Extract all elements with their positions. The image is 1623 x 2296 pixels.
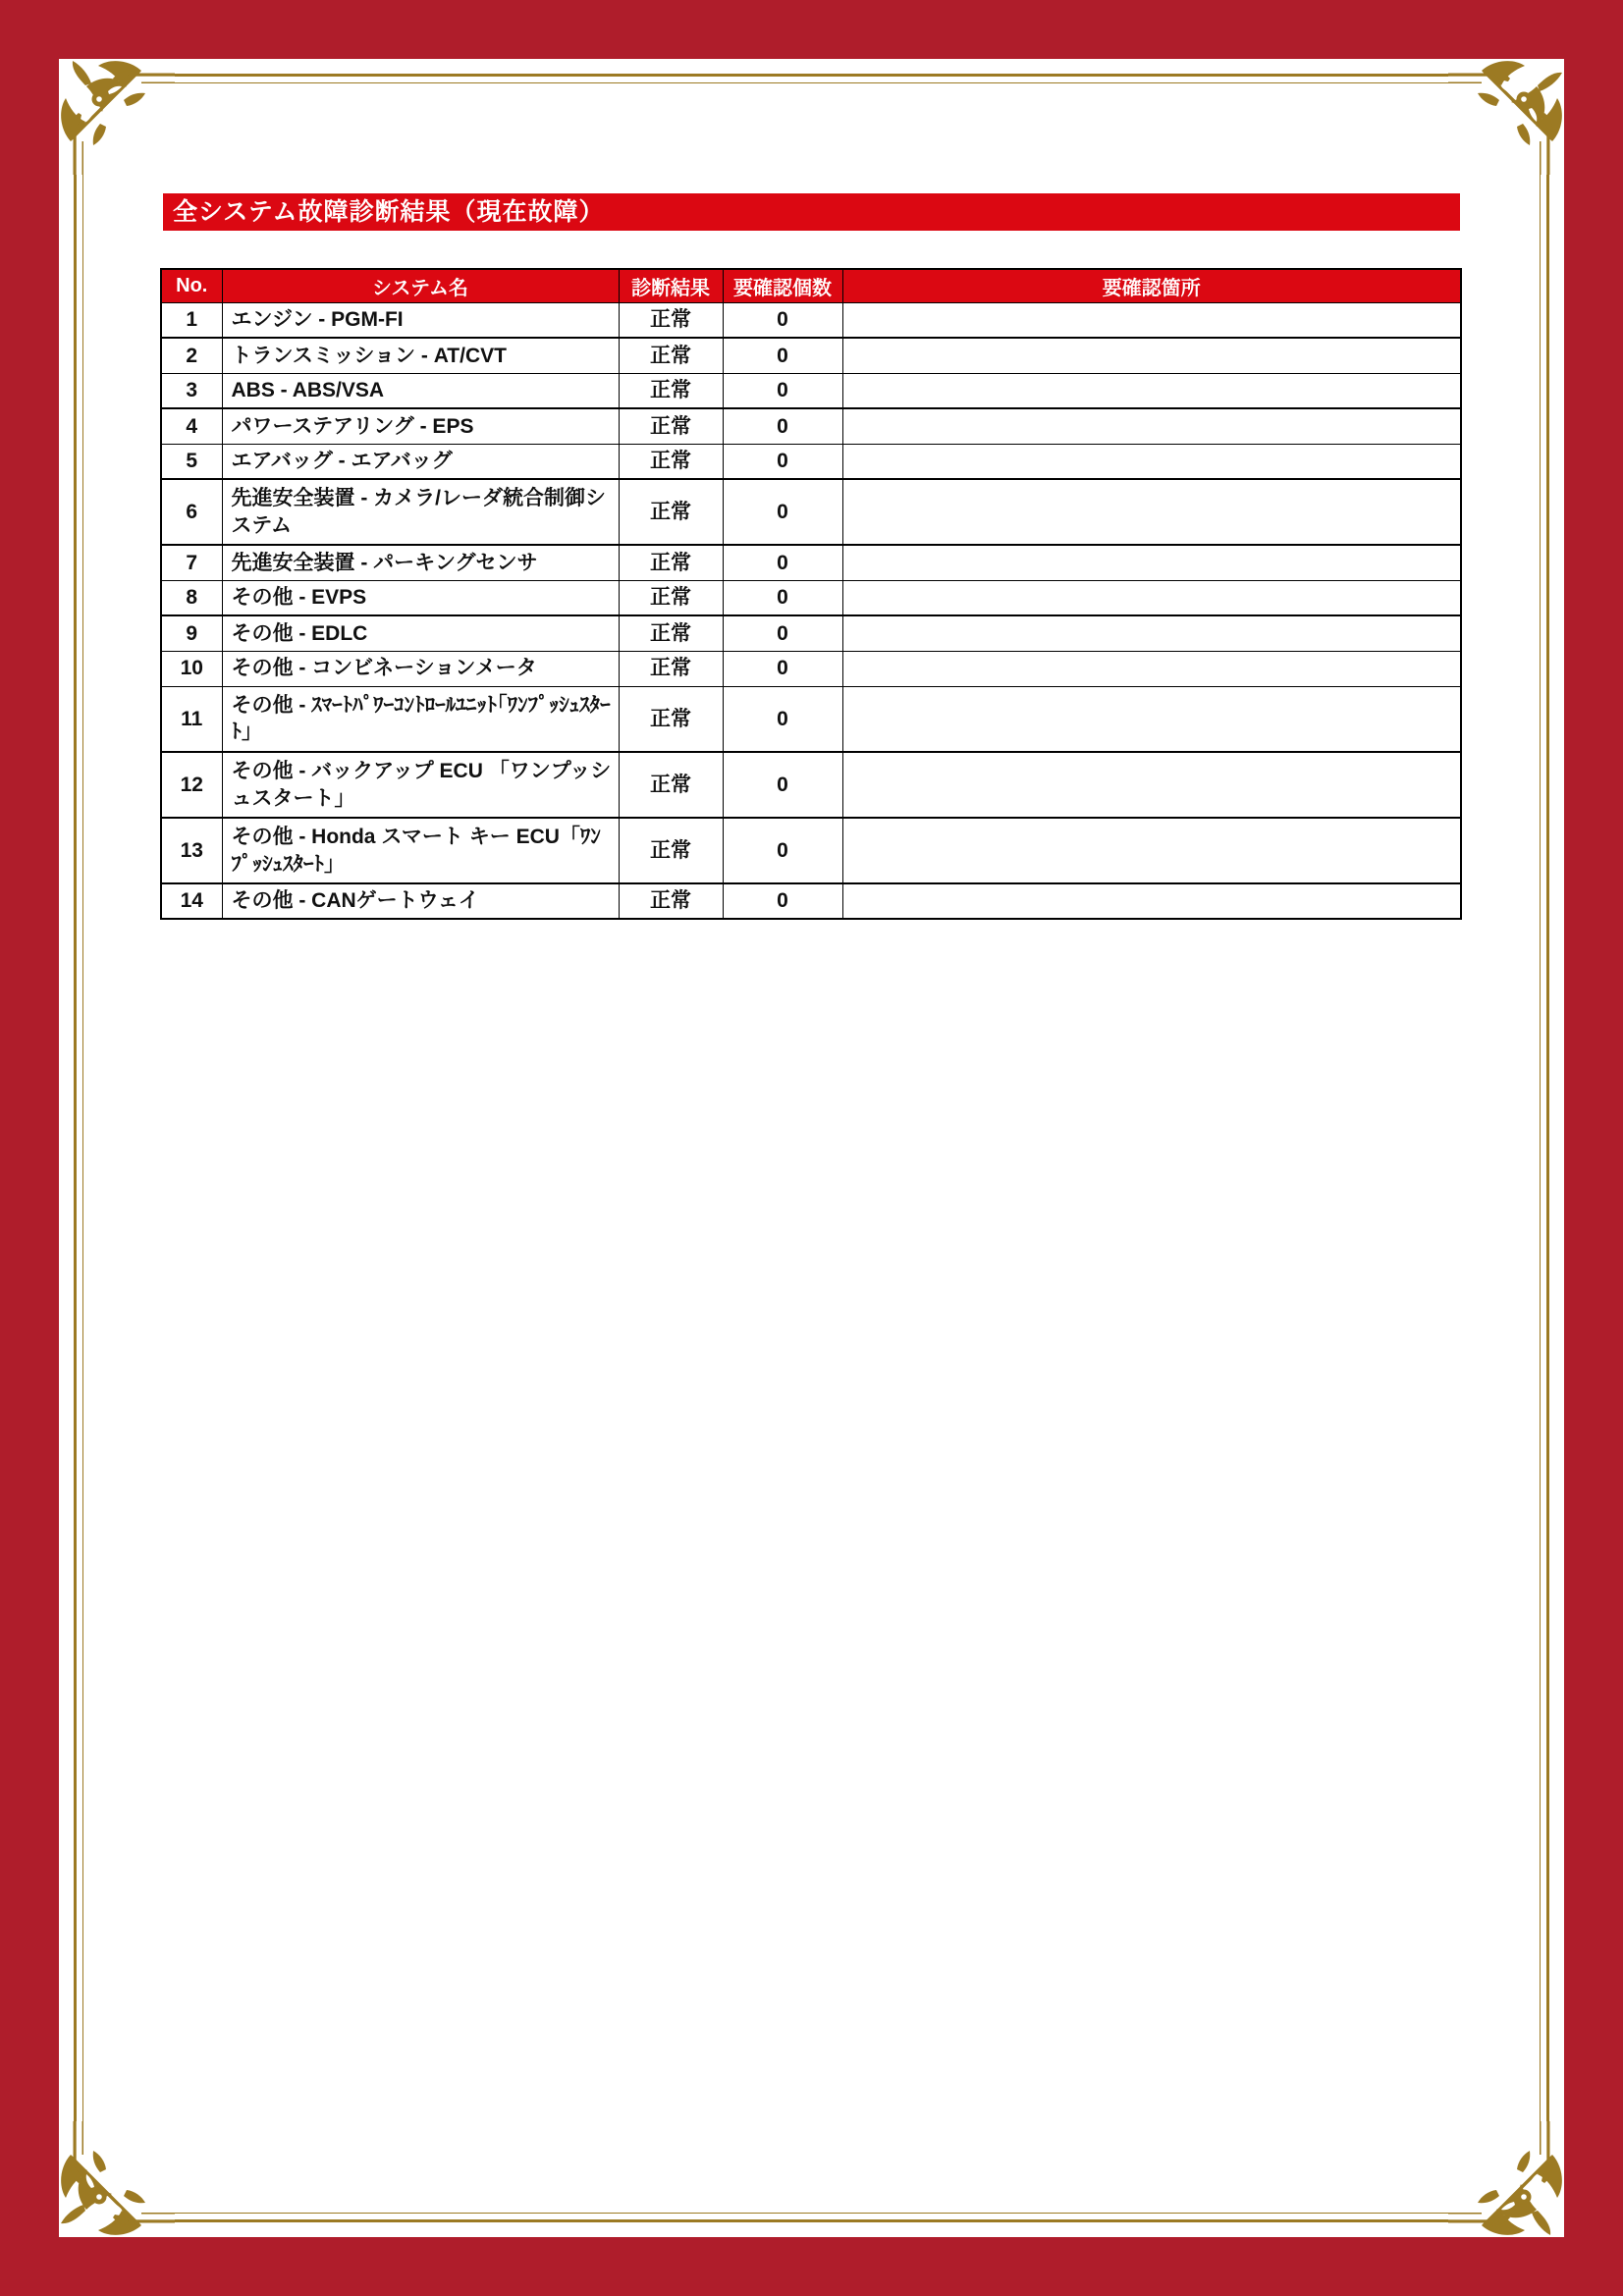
diagnosis-result-cell: 正常 <box>619 408 723 444</box>
row-number-cell: 12 <box>161 752 222 818</box>
check-count-cell: 0 <box>723 408 842 444</box>
check-count-cell: 0 <box>723 883 842 919</box>
system-name-cell: エアバッグ - エアバッグ <box>222 444 619 479</box>
row-number-cell: 1 <box>161 302 222 338</box>
row-number-cell: 5 <box>161 444 222 479</box>
table-row <box>161 338 1461 373</box>
corner-ornament-icon <box>59 59 175 175</box>
diagnosis-result-cell: 正常 <box>619 615 723 651</box>
column-header-result: 診断結果 <box>619 269 723 302</box>
row-number-cell: 11 <box>161 686 222 752</box>
corner-ornament-icon <box>1448 2121 1564 2237</box>
system-name-cell: その他 - EDLC <box>222 615 619 651</box>
table-row <box>161 545 1461 580</box>
diagnosis-result-cell: 正常 <box>619 818 723 883</box>
check-location-cell <box>842 615 1461 651</box>
diagnosis-result-cell: 正常 <box>619 651 723 686</box>
check-location-cell <box>842 373 1461 408</box>
page-title: 全システム故障診断結果（現在故障） <box>163 193 1460 231</box>
system-name-cell: その他 - コンビネーションメータ <box>222 651 619 686</box>
check-location-cell <box>842 752 1461 818</box>
table-row <box>161 408 1461 444</box>
diagnosis-result-cell: 正常 <box>619 338 723 373</box>
table-header <box>161 269 1461 302</box>
row-number-cell: 6 <box>161 479 222 545</box>
table-row <box>161 752 1461 818</box>
system-name-cell: その他 - EVPS <box>222 580 619 615</box>
corner-ornament-icon <box>59 2121 175 2237</box>
row-number-cell: 10 <box>161 651 222 686</box>
table-row <box>161 302 1461 338</box>
column-header-location: 要確認箇所 <box>842 269 1461 302</box>
row-number-cell: 8 <box>161 580 222 615</box>
row-number-cell: 14 <box>180 889 203 913</box>
system-name-cell: トランスミッション - AT/CVT <box>222 338 619 373</box>
system-name-cell: その他 - Honda スマート キー ECU「ﾜﾝﾌﾟｯｼｭｽﾀｰﾄ｣ <box>222 818 619 883</box>
system-name-cell: その他 - ｽﾏｰﾄﾊﾟﾜｰｺﾝﾄﾛｰﾙﾕﾆｯﾄ｢ﾜﾝﾌﾟｯｼｭｽﾀｰﾄ｣ <box>222 686 619 752</box>
report-page <box>59 59 1564 2237</box>
check-location-cell <box>842 444 1461 479</box>
column-header-system: システム名 <box>222 269 619 302</box>
system-name-cell: 先進安全装置 - カメラ/レーダ統合制御システム <box>222 479 619 545</box>
table-row <box>161 615 1461 651</box>
table-row <box>161 580 1461 615</box>
check-location-cell <box>842 545 1461 580</box>
diagnosis-result-cell: 正常 <box>619 883 723 919</box>
row-number-cell: 2 <box>161 338 222 373</box>
diagnosis-result-cell: 正常 <box>619 580 723 615</box>
check-location-cell <box>842 302 1461 338</box>
system-name-cell: ABS - ABS/VSA <box>222 373 619 408</box>
check-location-cell <box>842 479 1461 545</box>
diagnosis-result-cell: 正常 <box>619 686 723 752</box>
diagnosis-result-cell: 正常 <box>619 752 723 818</box>
table-row <box>161 686 1461 752</box>
corner-ornament-icon <box>1448 59 1564 175</box>
check-count-cell: 0 <box>723 373 842 408</box>
check-location-cell <box>842 338 1461 373</box>
check-location-cell <box>842 651 1461 686</box>
system-name-cell: パワーステアリング - EPS <box>222 408 619 444</box>
check-location-cell <box>842 883 1461 919</box>
table-body <box>161 302 1461 919</box>
row-number-cell: 13 <box>161 818 222 883</box>
check-count-cell: 0 <box>723 444 842 479</box>
check-count-cell: 0 <box>723 302 842 338</box>
diagnosis-result-cell: 正常 <box>619 373 723 408</box>
row-number-cell: 7 <box>161 545 222 580</box>
table-row <box>161 479 1461 545</box>
diagnosis-table <box>160 268 1462 920</box>
row-number-cell: 3 <box>161 373 222 408</box>
check-location-cell <box>842 686 1461 752</box>
check-count-cell: 0 <box>723 651 842 686</box>
table-row <box>161 444 1461 479</box>
diagnosis-result-cell: 正常 <box>619 545 723 580</box>
check-location-cell <box>842 408 1461 444</box>
system-name-cell: その他 - バックアップ ECU 「ワンプッシュスタート」 <box>222 752 619 818</box>
check-count-cell: 0 <box>723 580 842 615</box>
check-count-cell: 0 <box>723 615 842 651</box>
system-name-cell: その他 - CANゲートウェイ <box>222 883 619 919</box>
system-name-cell: エンジン - PGM-FI <box>222 302 619 338</box>
row-number-cell: 4 <box>161 408 222 444</box>
table-row <box>161 883 1461 919</box>
table-row <box>161 651 1461 686</box>
check-count-cell: 0 <box>723 479 842 545</box>
check-location-cell <box>842 818 1461 883</box>
check-count-cell: 0 <box>723 818 842 883</box>
diagnosis-result-cell: 正常 <box>619 479 723 545</box>
column-header-no: No. <box>161 269 222 302</box>
check-count-cell: 0 <box>723 752 842 818</box>
system-name-cell: 先進安全装置 - パーキングセンサ <box>222 545 619 580</box>
diagnosis-result-cell: 正常 <box>619 302 723 338</box>
table-row <box>161 818 1461 883</box>
check-count-cell: 0 <box>723 338 842 373</box>
diagnosis-result-cell: 正常 <box>619 444 723 479</box>
table-row <box>161 373 1461 408</box>
row-number-cell: 9 <box>161 615 222 651</box>
check-location-cell <box>842 580 1461 615</box>
column-header-count: 要確認個数 <box>723 269 842 302</box>
check-count-cell: 0 <box>723 686 842 752</box>
check-count-cell: 0 <box>723 545 842 580</box>
